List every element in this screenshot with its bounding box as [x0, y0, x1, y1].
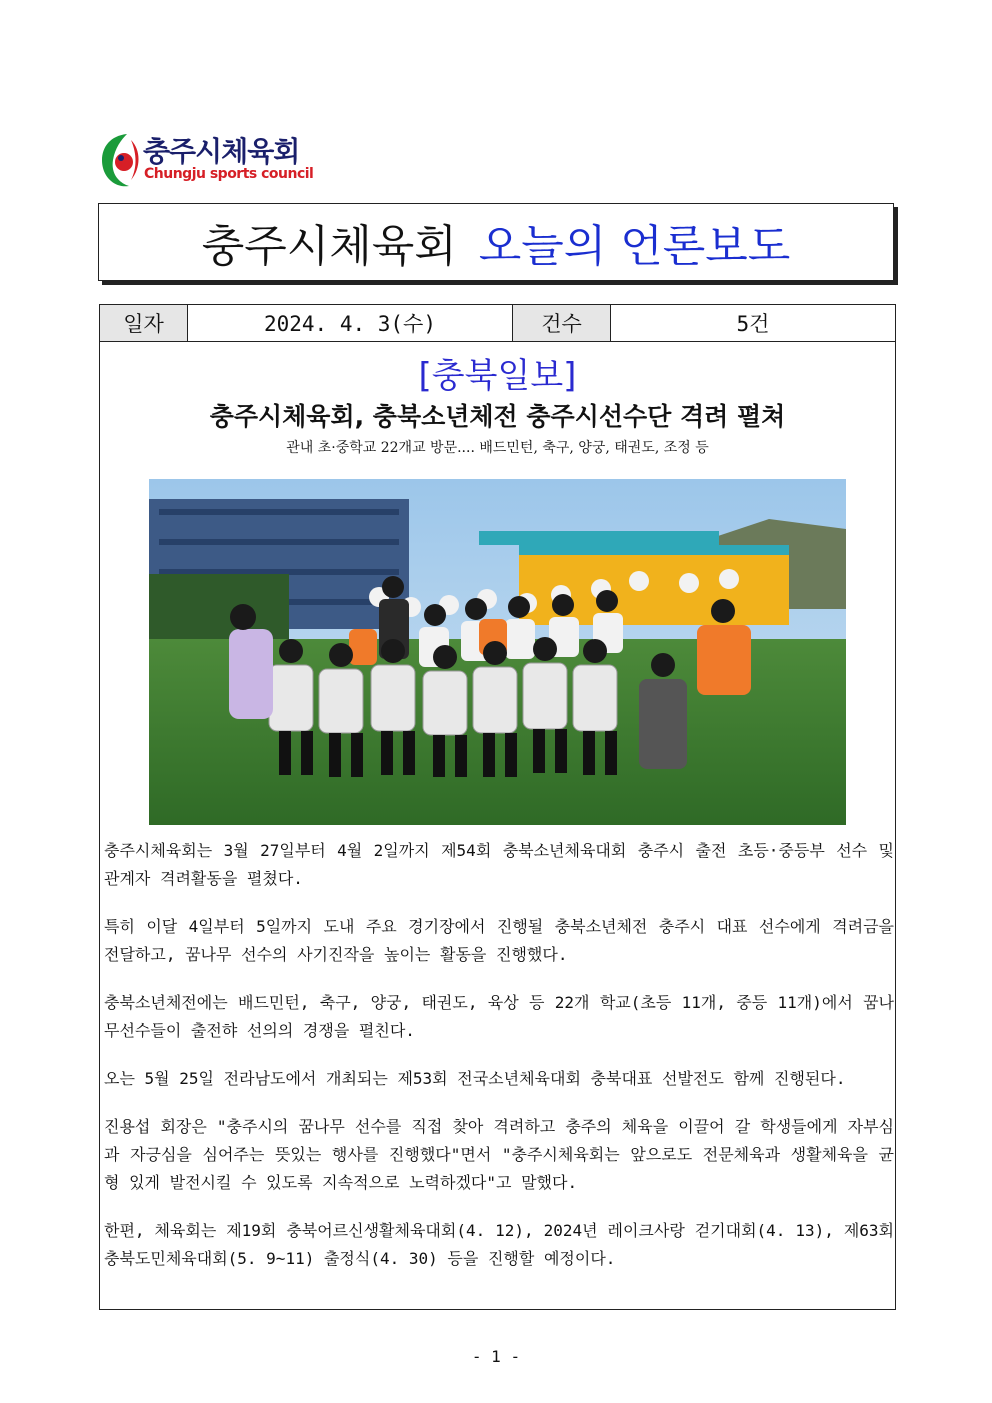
article-paragraph: 진용섭 회장은 "충주시의 꿈나무 선수를 직접 찾아 격려하고 충주의 체육을 이끌어 갈 학생들에게 자부심과 자긍심을 심어주는 뜻있는 행사를 진행했다"면서 "충주시체육회는 앞으로도 전문체육과 생활체육을 균형 있게 발전시킬 수 있도록 지속적으로 노력하겠다"고 말했다. — [104, 1117, 894, 1192]
report-info-table — [99, 304, 896, 342]
article-paragraph: 특히 이달 4일부터 5일까지 도내 주요 경기장에서 진행될 충북소년체전 충주시 대표 선수에게 격려금을 전달하고, 꿈나무 선수의 사기진작을 높이는 활동을 진행했다. — [104, 917, 894, 964]
logo-name-korean: 충주시체육회 — [143, 135, 300, 168]
count-label: 건수 — [513, 305, 611, 342]
article-headline: 충주시체육회, 충북소년체전 충주시선수단 격려 펼쳐 — [209, 402, 786, 431]
title-organization: 충주시체육회 — [201, 221, 457, 272]
title-press-report: 오늘의 언론보도 — [478, 221, 791, 272]
logo-name-english: Chungju sports council — [144, 166, 314, 182]
article-paragraph: 충주시체육회는 3월 27일부터 4월 2일까지 제54회 충북소년체육대회 충주시 출전 초등·중등부 선수 및 관계자 격려활동을 펼쳤다. — [104, 841, 894, 888]
soccer-team-group-photo — [149, 479, 846, 825]
article-paragraph: 한편, 체육회는 제19회 충북어르신생활체육대회(4. 12), 2024년 레이크사랑 걷기대회(4. 13), 제63회 충북도민체육대회(5. 9~11) 출정식(4. 30) 등을 진행할 예정이다. — [104, 1221, 894, 1268]
article-subheadline: 관내 초·중학교 22개교 방문.... 배드민턴, 축구, 양궁, 태권도, 조정 등 — [286, 440, 709, 456]
report-title — [98, 203, 894, 281]
article-paragraph: 충북소년체전에는 배드민턴, 축구, 양궁, 태권도, 육상 등 22개 학교(초등 11개, 중등 11개)에서 꿈나무선수들이 출전햐 선의의 경쟁을 펼친다. — [104, 993, 894, 1040]
article-content — [99, 342, 896, 1310]
page-number: - 1 - — [471, 1347, 521, 1366]
chungju-sports-emblem-icon — [97, 128, 141, 190]
count-value: 5건 — [611, 305, 896, 342]
date-label: 일자 — [100, 305, 188, 342]
article-paragraph: 오는 5월 25일 전라남도에서 개최되는 제53회 전국소년체육대회 충북대표 선발전도 함께 진행된다. — [104, 1069, 846, 1088]
article-source: [충북일보] — [418, 356, 577, 396]
organization-logo — [97, 128, 314, 190]
article-body — [104, 837, 894, 1293]
date-value: 2024. 4. 3(수) — [188, 305, 513, 342]
